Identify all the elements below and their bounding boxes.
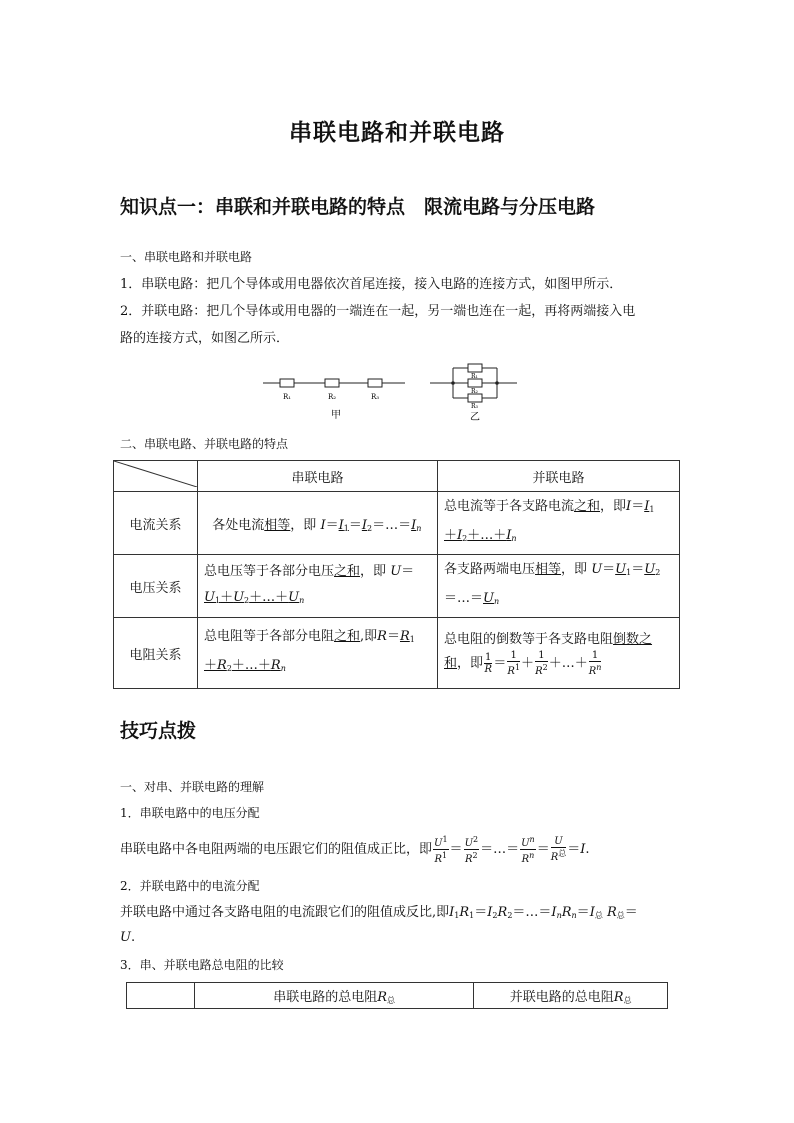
- tip-current-text-end: U.: [120, 930, 136, 945]
- header-series: 串联电路: [198, 461, 438, 492]
- tip-current-distribution: 2．并联电路中的电流分配: [120, 879, 260, 893]
- cell-resistance-series: 总电阻等于各部分电阻之和,即$R=R_1$ $+R_2+\dots+R_n$: [198, 618, 438, 689]
- parallel-label-r1: R₁: [471, 373, 478, 380]
- table2-header-series: 串联电路的总电阻$R_总$: [194, 983, 473, 1009]
- cell-resistance-parallel: 总电阻的倒数等于各支路电阻倒数之 和，即 $\frac{1}{R}$ ＝ $\frac{1}{R^1}$ ＋ $\frac{1}{R^2}$ ＋…＋ $\frac{1}{R^n}$: [438, 618, 680, 689]
- cell-current-series: 各处电流相等，即 $I=I_1=I_2=\dots=I_n$: [198, 492, 438, 555]
- tip-voltage-text: 串联电路中各电阻两端的电压跟它们的阻值成正比，即 $\frac{U^1}{R^1}$ ＝ $\frac{U^2}{R^2}$ ＝…＝ $\frac{U^n}{R^n}$ ＝ $\frac{U}{R^总}$ ＝I.: [120, 835, 590, 865]
- series-label-r2: R₂: [328, 393, 337, 401]
- cell-voltage-series: 总电压等于各部分电压之和，即 U＝ $U_1+U_2+\dots+U_n$: [198, 555, 438, 618]
- section-heading-knowledge: 知识点一：串联和并联电路的特点 限流电路与分压电路: [120, 196, 596, 218]
- table2-corner-cell: [127, 983, 195, 1009]
- subheading-characteristics: 二、串联电路、并联电路的特点: [120, 437, 289, 451]
- series-label-r3: R₃: [371, 393, 380, 401]
- parallel-label-r3: R₃: [471, 403, 478, 410]
- row-label-current: 电流关系: [114, 492, 198, 555]
- tip-voltage-distribution: 1．串联电路中的电压分配: [120, 806, 260, 820]
- resistance-comparison-table: [126, 982, 668, 1009]
- header-parallel: 并联电路: [438, 461, 680, 492]
- table2-header-parallel: 并联电路的总电阻$R_总$: [474, 983, 668, 1009]
- tip-current-text: 并联电路中通过各支路电阻的电流跟它们的阻值成反比,即$I_1R_1=I_2R_2=\dots=I_nR_n=I_总$ $R_总=$: [120, 905, 638, 920]
- circuit-diagram: [255, 360, 525, 424]
- subheading-understanding: 一、对串、并联电路的理解: [120, 780, 265, 794]
- cell-current-parallel: 总电流等于各支路电流之和，即$I=I_1$ $+I_2+\dots+I_n$: [438, 492, 680, 555]
- caption-yi: 乙: [470, 412, 480, 423]
- cell-voltage-parallel: 各支路两端电压相等，即 $U=U_1=U_2$ $=\dots=U_n$: [438, 555, 680, 618]
- diagonal-line-icon: [114, 461, 197, 487]
- definition-series: 1．串联电路：把几个导体或用电器依次首尾连接，接入电路的连接方式，如图甲所示．: [120, 277, 623, 292]
- page-title: 串联电路和并联电路: [289, 120, 505, 146]
- table-corner-cell: [114, 461, 198, 492]
- caption-jia: 甲: [331, 410, 341, 421]
- parallel-label-r2: R₂: [471, 388, 478, 395]
- subheading-circuits: 一、串联电路和并联电路: [120, 250, 253, 264]
- parallel-circuit: [430, 364, 517, 402]
- row-label-resistance: 电阻关系: [114, 618, 198, 689]
- definition-parallel-line1: 2．并联电路：把几个导体或用电器的一端连在一起，另一端也连在一起，再将两端接入电: [120, 304, 636, 319]
- series-circuit: [263, 379, 405, 387]
- section-heading-tips: 技巧点拨: [120, 720, 197, 742]
- definition-parallel-line2: 路的连接方式，如图乙所示．: [120, 331, 290, 346]
- row-label-voltage: 电压关系: [114, 555, 198, 618]
- tip-total-resistance: 3．串、并联电路总电阻的比较: [120, 958, 284, 972]
- series-label-r1: R₁: [283, 393, 292, 401]
- characteristics-table: [113, 460, 680, 689]
